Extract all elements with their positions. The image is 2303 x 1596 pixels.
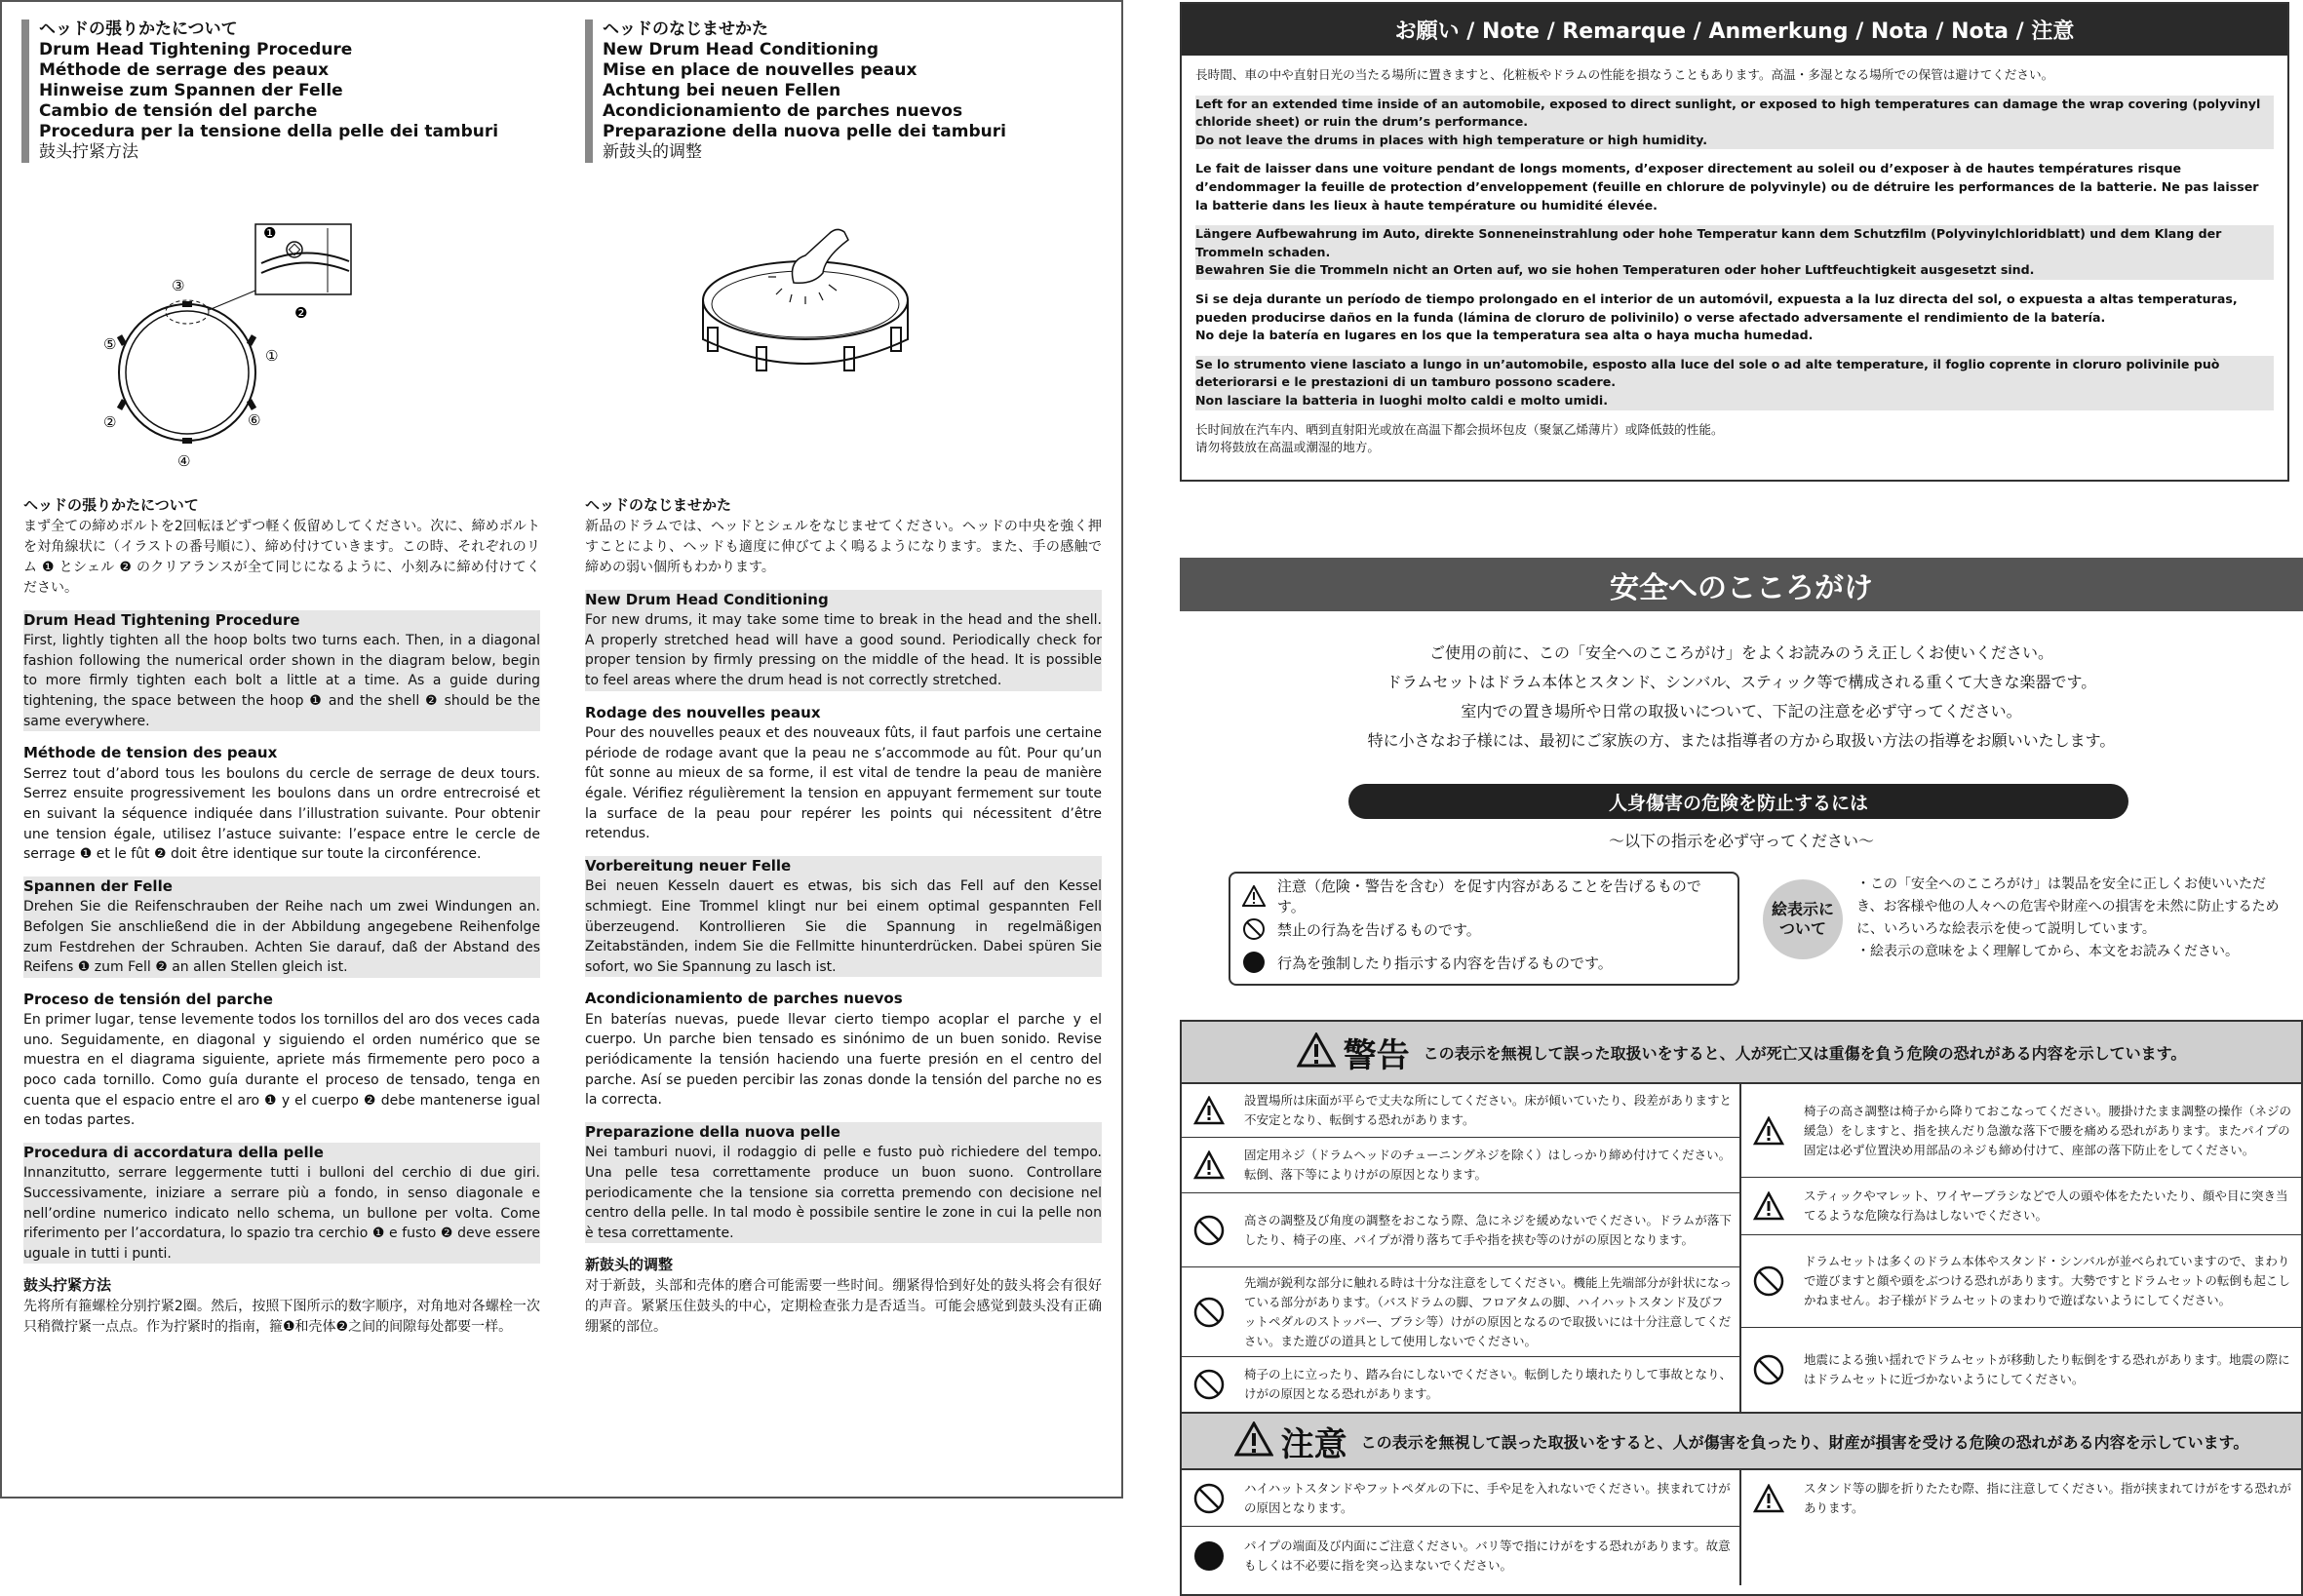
legend-text: 行為を強制したり指示する内容を告げるものです。 (1277, 954, 1613, 972)
section-body: 先将所有箍螺栓分别拧紧2圈。然后，按照下图所示的数字顺序，对角地对各螺栓一次只稍微拧紧一点点。作为拧紧时的指南，箍❶和壳体❷之间的间隙每处都要一样。 (23, 1299, 540, 1335)
note-line: No deje la batería en lugares en los que la temperatura sea alta o haya mucha humedad. (1195, 328, 1814, 343)
item-text: ドラムセットは多くのドラム本体やスタンド・シンバルが並べられていますので、まわりで遊びますと顔や頭をぶつける恐れがあります。大勢ですとドラムセットの転倒も起こしかねません。お子様がドラムセットのまわりで遊ばないようにしてください。 (1804, 1254, 2290, 1307)
section-title: 鼓头拧紧方法 (23, 1276, 112, 1295)
section-title: New Drum Head Conditioning (585, 590, 829, 608)
section-body: Serrez tout d’abord tous les boulons du cercle de serrage de deux tours. Serrez ensuite progressivement les boulons dans un ordre entrecroisé et en suivant la séquence indiquée dans l’illustration suivante. Pour obtenir une tension égale, utilisez l’astuce suivante: l’espace entre le cercle de serrage ❶ et le fût ❷ doit être identique sur toute la circonférence. (23, 765, 540, 863)
prohibition-icon (1190, 1297, 1229, 1328)
section-body: En baterías nuevas, puede llevar cierto tiempo acoplar el parche y el cuerpo. Un parche bien tensado es sinónimo de un buen sonido. Revise periódicamente la tensión haciendo una fuerte presión en el centro del parche. Así se pueden percibir las zonas donde la tensión del parche no es la correcta. (585, 1011, 1102, 1109)
item-text: 固定用ネジ（ドラムヘッドのチューニングネジを除く）はしっかり締め付けてください。転倒、落下等によりけがの原因となります。 (1244, 1148, 1732, 1182)
detail-label-shell: ❷ (294, 304, 308, 322)
caution-label: 注意 (1280, 1424, 1347, 1464)
intro-line: 特に小さなお子様には、最初にご家族の方、または指導者の方から取扱い方法の指導をお願いいたします。 (1367, 731, 2116, 750)
item-text: 先端が鋭利な部分に触れる時は十分な注意をしてください。機能上先端部分が針状になっている部分があります。（バスドラムの脚、フロアタムの脚、ハイハットスタンド及びフットペダルのストッパー、ブラシ等）けがの原因となるので取扱いには十分注意してください。また遊びの道具として使用しないでください。 (1244, 1274, 1733, 1348)
safety-title: 安全へのこころがけ (1180, 558, 2303, 611)
warning-description: この表示を無視して誤った取扱いをすると、人が死亡又は重傷を負う危険の恐れがある内容を示しています。 (1423, 1043, 2187, 1063)
detail-label-hoop: ❶ (263, 224, 277, 242)
tightening-diagram (99, 214, 353, 478)
warning-item (1182, 1138, 1739, 1193)
col2-section-de (585, 856, 1102, 978)
note-para-ja (1195, 66, 2274, 85)
header-conditioning-zh: 新鼓头的调整 (603, 142, 702, 162)
instructions-subtitle: 〜以下の指示を必ず守ってください〜 (1608, 832, 1874, 850)
caution-left-column (1182, 1470, 1741, 1585)
section-body: まず全ての締めボルトを2回転ほどずつ軽く仮留めしてください。次に、締めボルトを対角線状に（イラストの番号順に）、締め付けていきます。この時、それぞれのリム ❶ とシェル ❷ のクリアランスが全て同じになるように、小刻みに締め付けてください。 (23, 518, 540, 596)
warning-triangle-icon (1297, 1032, 1336, 1071)
warning-item (1741, 1235, 2301, 1328)
warning-left-column (1182, 1084, 1741, 1412)
warning-triangle-icon (1749, 1484, 1788, 1513)
bolt-number-4: ④ (177, 452, 191, 470)
warning-header (1182, 1022, 2301, 1084)
col1-section-it (23, 1143, 540, 1265)
prohibition-icon (1190, 1369, 1229, 1400)
section-title: Proceso de tensión del parche (23, 990, 273, 1008)
section-body: Pour des nouvelles peaux et des nouveaux fûts, il faut parfois une certaine période de rodage avant que la peau ne s’accommode au fût. Pour qu’un fût sonne au mieux de sa forme, il est vital de tendre la peau de manière égale. Vérifiez régulièrement la tension en appuyant fermement sur toute la surface de la peau pour repérer les points qui nécessitent d’être retendus. (585, 725, 1102, 842)
col2-section-es (585, 989, 1102, 1110)
note-line: Bewahren Sie die Trommeln nicht an Orten auf, wo sie hohen Temperaturen oder hoher Luftfeuchtigkeit ausgesetzt sind. (1195, 262, 2035, 278)
header-conditioning-fr: Mise en place de nouvelles peaux (603, 60, 917, 80)
caution-items (1182, 1470, 2301, 1585)
section-title: Vorbereitung neuer Felle (585, 856, 792, 875)
section-title: Méthode de tension des peaux (23, 744, 278, 762)
note-line: Si se deja durante un período de tiempo prolongado en el interior de un automóvil, expuesta a la luz directa del sol, o expuesta a altas temperaturas, pueden producirse daños en la funda (lámina de cloruro de polivinilo) o verse afectado adversamente el rendimiento de la batería. (1195, 291, 2238, 325)
header-conditioning-es: Acondicionamiento de parches nuevos (603, 101, 963, 121)
warning-item (1182, 1193, 1739, 1267)
caution-item (1741, 1470, 2301, 1527)
col2-section-en (585, 590, 1102, 691)
note-line: Left for an extended time inside of an automobile, exposed to direct sunlight, or exposed to high temperatures can damage the wrap covering (polyvinyl chloride sheet) or ruin the drum’s performance. (1195, 96, 2261, 130)
caution-item (1182, 1527, 1739, 1585)
warning-item (1741, 1084, 2301, 1178)
warning-label: 警告 (1343, 1035, 1410, 1075)
item-text: 地震による強い揺れでドラムセットが移動したり転倒をする恐れがあります。地震の際にはドラムセットに近づかないようにしてください。 (1804, 1352, 2290, 1386)
warning-item (1182, 1084, 1739, 1138)
pictogram-description (1856, 874, 2285, 963)
section-body: Innanzitutto, serrare leggermente tutti i bulloni del cerchio di due giri. Successivamente, iniziare a serrare più a fondo, in senso diagonale e nell’ordine numerico indicato nello schema, un bullone per volta. Come riferimento per l’accordatura, lo spazio tra cerchio ❶ e fusto ❷ deve essere uguale in tutti i punti. (23, 1165, 540, 1262)
section-body: Nei tamburi nuovi, il rodaggio di pelle e fusto può richiedere del tempo. Una pelle tesa correttamente produce un buon suono. Controllare periodicamente che la tensione sia corretta premendo con decisione nel centro della pelle. In tal modo è possibile sentire le zone in cui la pelle non è tesa correttamente. (585, 1145, 1102, 1241)
col1-section-zh (23, 1275, 540, 1338)
note-para-es (1195, 291, 2274, 345)
header-tightening-zh: 鼓头拧紧方法 (39, 142, 138, 162)
header-conditioning (585, 19, 1112, 163)
bolt-number-5: ⑤ (103, 335, 117, 353)
section-body: 对于新鼓，头部和壳体的磨合可能需要一些时间。绷紧得恰到好处的鼓头将会有很好的声音。紧紧压住鼓头的中心，定期检查张力是否适当。可能会感觉到鼓头没有正确绷紧的部位。 (585, 1278, 1102, 1335)
note-line: Do not leave the drums in places with high temperature or high humidity. (1195, 132, 1707, 147)
note-line: Se lo strumento viene lasciato a lungo in un’automobile, esposto alla luce del sole o ad alte temperature, il foglio coprente in cloruro polivinile può deteriorarsi e le prestazioni di un tamburo possono scadere. (1195, 356, 2220, 390)
item-text: スタンド等の脚を折りたたむ際、指に注意してください。指が挟まれてけがをする恐れがあります。 (1804, 1481, 2292, 1515)
section-body: For new drums, it may take some time to break in the head and the shell. A properly stretched head will have a good sound. Periodically check for proper tension by firmly pressing on the middle of the head. It is possible to feel areas where the drum head is not correctly stretched. (585, 612, 1102, 688)
callout-line (209, 291, 255, 310)
item-text: スティックやマレット、ワイヤーブラシなどで人の頭や体をたたいたり、顔や目に突き当てるような危険な行為はしないでください。 (1804, 1188, 2288, 1223)
item-text: 高さの調整及び角度の調整をおこなう際、急にネジを緩めないでください。ドラムが落下したり、椅子の座、パイプが滑り落ちて手や指を挟む等のけがの原因となります。 (1244, 1212, 1732, 1247)
bolt-number-1: ① (265, 347, 279, 365)
note-para-de (1195, 225, 2274, 280)
legend-text: 禁止の行為を告げるものです。 (1277, 920, 1481, 939)
col1-section-de (23, 876, 540, 978)
note-line: Längere Aufbewahrung im Auto, direkte Sonneneinstrahlung oder hohe Temperatur kann dem Schutzfilm (Polyvinylchloridblatt) und dem Klang der Trommeln schaden. (1195, 226, 2222, 259)
header-tightening-it: Procedura per la tensione della pelle dei tamburi (39, 122, 499, 141)
caution-item (1182, 1470, 1739, 1527)
drum-conditioning-illustration (698, 222, 913, 388)
col2-section-ja (585, 495, 1102, 578)
item-text: 設置場所は床面が平らで丈夫な所にしてください。床が傾いていたり、段差がありますと不安定となり、転倒する恐れがあります。 (1244, 1093, 1732, 1127)
injury-prevention-bar: 人身傷害の危険を防止するには (1348, 784, 2128, 819)
caution-right-column (1741, 1470, 2301, 1585)
prohibition-icon (1749, 1354, 1788, 1385)
pictogram-desc-line: ・絵表示の意味をよく理解してから、本文をお読みください。 (1856, 944, 2239, 959)
item-text: 椅子の高さ調整は椅子から降りておこなってください。腰掛けたまま調整の操作（ネジの緩急）をしますと、指を挟んだり急激な落下で腰を痛める恐れがあります。またパイプの固定は必ず位置決め用部品のネジも締め付けて、座部の落下防止をしてください。 (1804, 1103, 2292, 1157)
warning-item (1741, 1328, 2301, 1412)
bolt-number-2: ② (103, 413, 117, 431)
note-line: 长时间放在汽车内、晒到直射阳光或放在高温下都会损坏包皮（聚氯乙烯薄片）或降低鼓的性能。 (1195, 421, 1724, 437)
section-title: Drum Head Tightening Procedure (23, 610, 300, 629)
header-conditioning-en: New Drum Head Conditioning (603, 40, 879, 59)
section-body: Bei neuen Kesseln dauert es etwas, bis sich das Fell auf den Kessel schmiegt. Eine Trommel klingt nur bei einem optimal gespannten Fell überzeugend. Kontrollieren Sie die Spannung in regelmäßigen Zeitabständen, indem Sie die Fellmitte hinunterdrücken. Dabei spüren Sie sofort, wo Sie Spannung zu lasch ist. (585, 878, 1102, 975)
item-text: パイプの端面及び内面にご注意ください。バリ等で指にけがをする恐れがあります。故意もしくは不必要に指を突っ込まないでください。 (1244, 1538, 1731, 1573)
item-text: 椅子の上に立ったり、踏み台にしないでください。転倒したり壊れたりして事故となり、けがの原因となる恐れがあります。 (1244, 1367, 1733, 1401)
bolt-number-6: ⑥ (248, 411, 261, 429)
mandatory-action-icon (1190, 1540, 1229, 1572)
prohibition-icon (1240, 915, 1268, 943)
section-title: Spannen der Felle (23, 876, 173, 895)
header-tightening-fr: Méthode de serrage des peaux (39, 60, 330, 80)
header-conditioning-de: Achtung bei neuen Fellen (603, 81, 841, 100)
prohibition-icon (1190, 1215, 1229, 1246)
col1-section-fr (23, 743, 540, 865)
warning-triangle-icon (1190, 1096, 1229, 1125)
lug-marks (117, 301, 256, 444)
warning-triangle-icon (1234, 1421, 1273, 1460)
prohibition-icon (1749, 1265, 1788, 1297)
bolt-number-3: ③ (172, 277, 185, 294)
warning-triangle-icon (1749, 1191, 1788, 1221)
warning-right-column (1741, 1084, 2301, 1412)
mandatory-action-icon (1240, 949, 1268, 976)
caution-description: この表示を無視して誤った取扱いをすると、人が傷害を負ったり、財産が損害を受ける危険の恐れがある内容を示しています。 (1360, 1432, 2249, 1452)
section-title: ヘッドの張りかたについて (23, 496, 199, 514)
intro-line: 室内での置き場所や日常の取扱いについて、下記の注意を必ず守ってください。 (1461, 702, 2022, 720)
pictogram-badge (1763, 879, 1843, 959)
col1-section-en (23, 610, 540, 732)
warning-item (1182, 1357, 1739, 1412)
tightening-text-column (23, 495, 540, 1349)
header-tightening-de: Hinweise zum Spannen der Felle (39, 81, 343, 100)
section-title: Procedura di accordatura della pelle (23, 1143, 324, 1161)
note-line: 请勿将鼓放在高温或潮湿的地方。 (1195, 440, 1380, 455)
item-text: ハイハットスタンドやフットペダルの下に、手や足を入れないでください。挟まれてけがの原因となります。 (1244, 1480, 1731, 1515)
header-conditioning-ja: ヘッドのなじませかた (603, 19, 768, 39)
left-panel (0, 0, 1123, 1499)
warning-items (1182, 1084, 2301, 1414)
legend-row-caution (1240, 879, 1728, 913)
note-line: 長時間、車の中や直射日光の当たる場所に置きますと、化粧板やドラムの性能を損なうこともあります。高温・多湿となる場所での保管は避けてください。 (1195, 67, 2054, 82)
header-tightening-es: Cambio de tensión del parche (39, 101, 318, 121)
pictogram-label: ついて (1778, 919, 1826, 938)
section-title: Preparazione della nuova pelle (585, 1122, 840, 1141)
col2-section-fr (585, 703, 1102, 844)
pictogram-desc-line: ・この「安全へのこころがけ」は製品を安全に正しくお使いいただき、お客様や他の人々への危害や財産への損害を未然に防止するために、いろいろな絵表示を使って説明しています。 (1856, 876, 2280, 937)
section-body: 新品のドラムでは、ヘッドとシェルをなじませてください。ヘッドの中央を強く押すことにより、ヘッドも適度に伸びてよく鳴るようになります。また、手の感触で締めの弱い個所もわかります。 (585, 518, 1102, 575)
hoop-outer-ring (119, 304, 255, 441)
pictogram-label: 絵表示に (1771, 900, 1834, 918)
section-title: Rodage des nouvelles peaux (585, 703, 821, 721)
col2-section-it (585, 1122, 1102, 1244)
pictogram-legend (1229, 872, 1739, 986)
conditioning-text-column (585, 495, 1102, 1349)
safety-intro (1180, 639, 2303, 756)
legend-text: 注意（危険・警告を含む）を促す内容があることを告げるものです。 (1276, 877, 1701, 915)
caution-header (1182, 1414, 2301, 1470)
warning-triangle-icon (1240, 882, 1268, 910)
note-line: Le fait de laisser dans une voiture pendant de longs moments, d’exposer directement au soleil ou d’exposer à de hautes températures risque d’endommager la feuille de protection d’enveloppement (feuille en chlorure de polyvinyle) ou de détruire les performances de la batterie. Ne pas laisser la batterie dans les lieux à haute température ou humidité élevée. (1195, 161, 2259, 213)
prohibition-icon (1190, 1483, 1229, 1514)
warning-triangle-icon (1749, 1116, 1788, 1146)
col2-section-zh (585, 1255, 1102, 1338)
note-para-fr (1195, 160, 2274, 214)
section-title: 新鼓头的调整 (585, 1256, 674, 1274)
section-body: En primer lugar, tense levemente todos los tornillos del aro dos veces cada uno. Seguidamente, en diagonal y siguiendo el orden numérico que se muestra en el diagrama siguiente, apriete más firmemente pero poco a poco cada tornillo. Como guía durante el proceso de tensado, tenga en cuenta que el espacio entre el aro ❶ y el cuerpo ❷ debe mantenerse igual en todas partes. (23, 1012, 540, 1129)
note-para-it (1195, 356, 2274, 410)
section-title: Acondicionamiento de parches nuevos (585, 990, 903, 1008)
warning-triangle-icon (1190, 1150, 1229, 1180)
warning-caution-box (1180, 1020, 2303, 1596)
section-body: First, lightly tighten all the hoop bolts two turns each. Then, in a diagonal fashion following the numerical order shown in the diagram below, begin to more firmly tighten each bolt a little at a time. As a guide during tightening, the space between the hoop ❶ and the shell ❷ should be the same everywhere. (23, 633, 540, 729)
hoop-inner-ring (126, 311, 249, 434)
note-box (1180, 2, 2289, 482)
section-body: Drehen Sie die Reifenschrauben der Reihe nach um zwei Windungen an. Befolgen Sie anschließend die in der Abbildung angegebene Reihenfolge zum Festdrehen der Schrauben. Achten Sie darauf, daß der Abstand des Reifens ❶ zum Fell ❷ an allen Stellen gleich ist. (23, 899, 540, 976)
warning-item (1182, 1267, 1739, 1357)
header-tightening-ja: ヘッドの張りかたについて (39, 19, 238, 39)
header-conditioning-it: Preparazione della nuova pelle dei tamburi (603, 122, 1006, 141)
note-line: Non lasciare la batteria in luoghi molto caldi e molto umidi. (1195, 392, 1608, 408)
legend-row-prohibition (1240, 913, 1728, 946)
note-para-zh (1195, 421, 2274, 457)
header-tightening (21, 19, 567, 163)
col1-section-es (23, 990, 540, 1131)
note-para-en (1195, 96, 2274, 150)
legend-row-mandatory (1240, 946, 1728, 979)
warning-item (1741, 1178, 2301, 1235)
note-title: お願い / Note / Remarque / Anmerkung / Nota / Nota / 注意 (1182, 4, 2287, 56)
section-title: ヘッドのなじませかた (585, 496, 732, 514)
intro-line: ご使用の前に、この「安全へのこころがけ」をよくお読みのうえ正しくお使いください。 (1428, 643, 2053, 662)
header-tightening-en: Drum Head Tightening Procedure (39, 40, 353, 59)
col1-section-ja (23, 495, 540, 599)
intro-line: ドラムセットはドラム本体とスタンド、シンバル、スティック等で構成される重くて大きな楽器です。 (1386, 673, 2097, 691)
